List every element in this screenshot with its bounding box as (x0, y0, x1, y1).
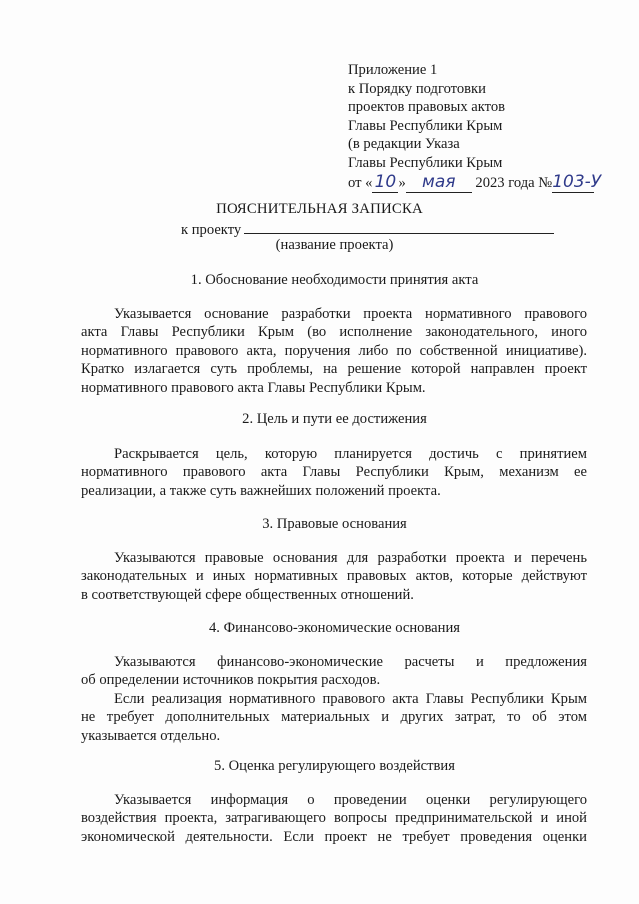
paragraph-line: об определении источников покрытия расходов. (81, 672, 381, 689)
paragraph-line: Указывается основание разработки проекта нормативного правового (114, 306, 587, 322)
paragraph-line: Если реализация нормативного правового акта Главы Республики Крым (114, 690, 587, 707)
paragraph-line: не требует дополнительных материальных и других затрат, то об этом (81, 709, 587, 726)
date-month-handwritten: мая (422, 171, 456, 192)
paragraph-line: экономической деятельности. Если проект не требует проведения оценки (81, 828, 587, 845)
paragraph-line: Указывается информация о проведении оценки регулирующего (114, 792, 587, 808)
date-month-field (406, 173, 472, 194)
paragraph-line: реализации, а также суть важнейших положений проекта. (81, 482, 441, 499)
document-title: ПОЯСНИТЕЛЬНАЯ ЗАПИСКА (216, 201, 423, 217)
paragraph-line: Кратко излагается суть проблемы, на решение которой направлен проект (81, 361, 587, 378)
appendix-line-5: (в редакции Указа (348, 136, 460, 153)
decree-number-handwritten: 103-У (552, 171, 602, 192)
section-4-paragraph (81, 653, 587, 745)
paragraph-line: указывается отдельно. (81, 727, 221, 744)
appendix-block (348, 61, 608, 193)
date-day-handwritten: 10 (374, 171, 397, 192)
section-1-heading: 1. Обоснование необходимости принятия акта (190, 272, 479, 288)
date-separator: » (398, 174, 406, 191)
date-year-text: 2023 года № (475, 174, 553, 191)
paragraph-line: в соответствующей сфере общественных отношений. (81, 586, 414, 603)
paragraph-line: воздействия проекта, затрагивающего вопросы предпринимательской и иной (81, 810, 587, 827)
paragraph-line: нормативного правового акта Главы Республики Крым. (81, 379, 426, 396)
appendix-line-4: Главы Республики Крым (348, 117, 503, 134)
paragraph-line: законодательных и иных нормативных правовых актов, которые действуют (81, 568, 587, 585)
project-caption: (название проекта) (275, 237, 394, 253)
section-5-paragraph (81, 791, 587, 846)
section-4-heading: 4. Финансово-экономические основания (209, 620, 460, 636)
section-1-paragraph (81, 305, 587, 397)
date-day-field (372, 173, 398, 194)
section-5-heading: 5. Оценка регулирующего воздействия (214, 758, 455, 774)
project-name-blank (244, 221, 554, 234)
paragraph-line: нормативного правового акта, поручения либо по собственной инициативе). (81, 342, 587, 359)
appendix-line-2: к Порядку подготовки (348, 80, 486, 97)
date-prefix: от « (348, 174, 373, 191)
paragraph-line: Раскрывается цель, которую планируется достичь с принятием (114, 446, 587, 462)
appendix-line-6: Главы Республики Крым (348, 154, 503, 171)
project-prefix: к проекту (181, 222, 242, 238)
section-3-heading: 3. Правовые основания (262, 516, 407, 532)
paragraph-line: Указываются правовые основания для разработки проекта и перечень (114, 550, 587, 566)
paragraph-line: Указываются финансово-экономические расчеты и предложения (114, 654, 587, 670)
appendix-date-line (348, 173, 608, 194)
appendix-line-1: Приложение 1 (348, 62, 438, 78)
section-3-paragraph (81, 549, 587, 604)
appendix-line-3: проектов правовых актов (348, 99, 506, 116)
section-2-heading: 2. Цель и пути ее достижения (242, 411, 427, 427)
decree-number-field (552, 171, 602, 194)
paragraph-line: нормативного правового акта Главы Республики Крым, механизм ее (81, 464, 587, 481)
paragraph-line: акта Главы Республики Крым (во исполнение законодательного, иного (81, 324, 587, 341)
section-2-paragraph (81, 445, 587, 500)
